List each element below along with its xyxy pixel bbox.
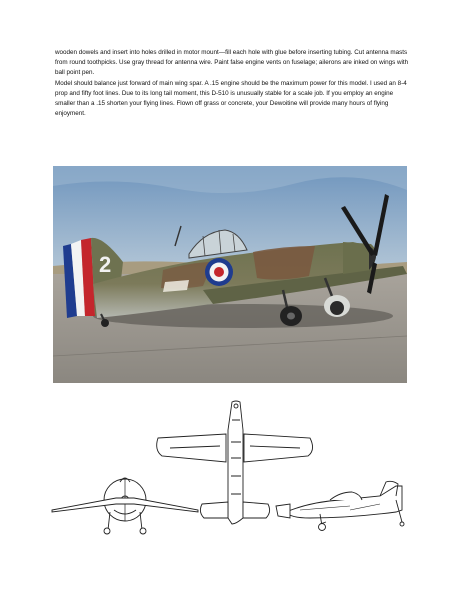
three-view-drawings: [50, 400, 410, 550]
tail-wheel: [101, 319, 109, 327]
aircraft-photo: [53, 166, 407, 383]
three-view-illustration: [50, 400, 410, 550]
body-text: [55, 48, 411, 119]
tail-number: 2: [99, 252, 112, 277]
main-wheel-hub: [287, 313, 295, 320]
nose-wheel: [330, 301, 344, 315]
front-view-drawing: [52, 478, 198, 534]
aircraft-photo-illustration: [53, 166, 407, 383]
paragraph-balance: Model should balance just forward of main wing spar. A .15 engine should be the maximum power for this model. I used an 8-4 prop and fifty foot lines. Due to its long tail moment, this D-510 is unusually stable for a scale job. If you employ an engine smaller than a .15 shorten your flying lines. Flown off grass or concrete, your Dewoitine will provide many hours of flying enjoyment.: [55, 79, 407, 118]
camo-brown-patch: [253, 246, 315, 280]
paragraph-instructions: wooden dowels and insert into holes drilled in motor mount—fill each hole with glue before inserting tubing. Cut antenna masts from round toothpicks. Use gray thread for antenna wire. Paint false engine vents on fuselage; ailerons are inked on wings with ball point pen.: [55, 49, 409, 77]
roundel-red: [214, 267, 224, 277]
side-view-drawing: [276, 481, 404, 530]
